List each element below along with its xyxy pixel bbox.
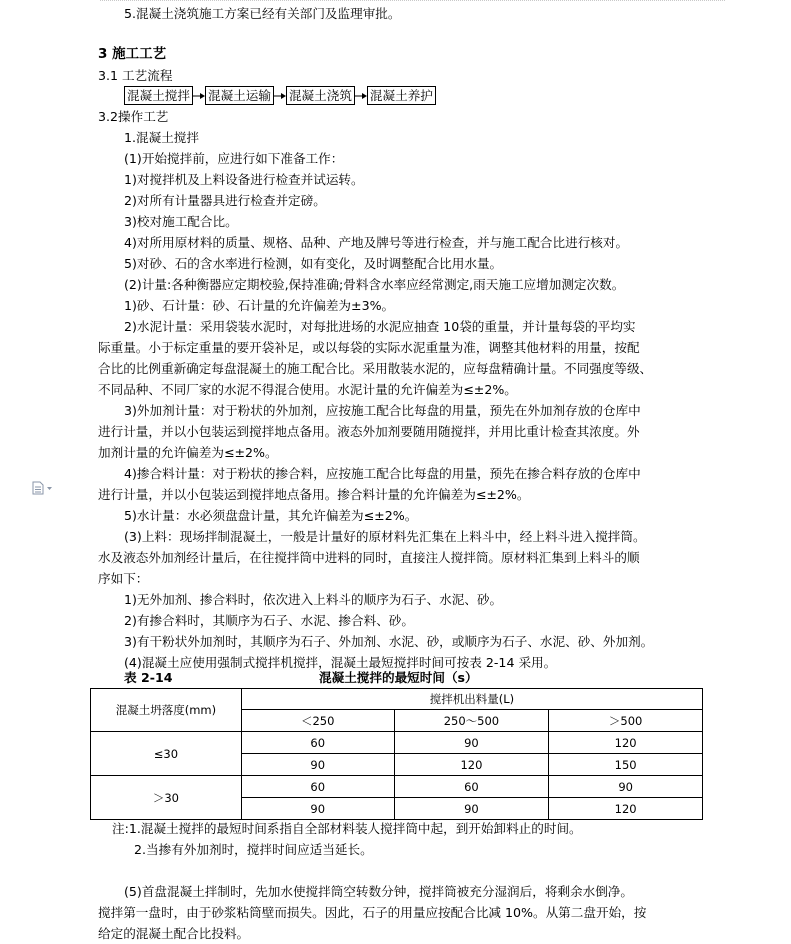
text-line: 3)外加剂计量：对于粉状的外加剂，应按施工配合比每盘的用量，预先在外加剂存放的仓库中	[124, 403, 641, 418]
subsection-heading: 3.1 工艺流程	[98, 68, 173, 83]
mixing-time-table	[90, 688, 703, 820]
text-line: (1)开始搅拌前，应进行如下准备工作：	[124, 151, 344, 166]
text-line: 2)对所有计量器具进行检查并定磅。	[124, 193, 326, 208]
text-line: 进行计量，并以小包装运到搅拌地点备用。掺合料计量的允许偏差为≤±2%。	[98, 487, 530, 502]
table-row	[91, 776, 703, 798]
document-icon[interactable]	[32, 481, 54, 495]
text-line: 际重量。小于标定重量的要开袋补足，或以每袋的实际水泥重量为准，调整其他材料的用量，按配	[98, 340, 640, 355]
table-cell: 90	[241, 754, 394, 776]
process-flow	[124, 86, 436, 105]
text-line: 3)校对施工配合比。	[124, 214, 238, 229]
text-line: 2)有掺合料时，其顺序为石子、水泥、掺合料、砂。	[124, 613, 414, 628]
section-heading: 3 施工工艺	[98, 46, 167, 62]
flow-step-box: 混凝土运输	[205, 86, 274, 105]
text-line: 4)掺合料计量：对于粉状的掺合料，应按施工配合比每盘的用量，预先在掺合料存放的仓库中	[124, 466, 641, 481]
table-header-cell: ＞500	[549, 710, 703, 732]
table-title: 混凝土搅拌的最短时间（s）	[319, 670, 478, 685]
text-line: 水及液态外加剂经计量后，在往搅拌筒中进料的同时，直接注人搅拌筒。原材料汇集到上料斗的顺	[98, 550, 640, 565]
table-cell: ＞30	[91, 776, 242, 820]
table-note: 注:1.混凝土搅拌的最短时间系指自全部材料装人搅拌筒中起，到开始卸料止的时间。	[112, 821, 582, 836]
table-cell: 60	[241, 776, 394, 798]
text-line: 5.混凝土浇筑施工方案已经有关部门及监理审批。	[124, 6, 401, 21]
table-header-cell: 搅拌机出料量(L)	[241, 689, 702, 710]
arrow-right-icon	[355, 91, 367, 101]
text-line: 1)无外加剂、掺合料时，依次进入上料斗的顺序为石子、水泥、砂。	[124, 592, 503, 607]
flow-step-box: 混凝土养护	[367, 86, 436, 105]
arrow-right-icon	[193, 91, 205, 101]
table-cell: 150	[549, 754, 703, 776]
table-row	[91, 732, 703, 754]
table-header-cell: ＜250	[241, 710, 394, 732]
text-line: (3)上料：现场拌制混凝土，一般是计量好的原材料先汇集在上料斗中，经上料斗进入搅拌筒。	[124, 529, 646, 544]
table-cell: 90	[394, 798, 549, 820]
text-line: 不同品种、不同厂家的水泥不得混合使用。水泥计量的允许偏差为≤±2%。	[98, 382, 517, 397]
table-header-cell: 250～500	[394, 710, 549, 732]
text-line: 1)对搅拌机及上料设备进行检查并试运转。	[124, 172, 364, 187]
table-cell: 90	[549, 776, 703, 798]
text-line: 3)有干粉状外加剂时，其顺序为石子、外加剂、水泥、砂，或顺序为石子、水泥、砂、外加剂。	[124, 634, 654, 649]
subsection-heading: 3.2操作工艺	[98, 109, 169, 124]
text-line: 序如下：	[98, 571, 149, 586]
table-cell: 90	[394, 732, 549, 754]
text-line: 4)对所用原材料的质量、规格、品种、产地及牌号等进行检查，并与施工配合比进行核对。	[124, 235, 629, 250]
table-cell: 90	[241, 798, 394, 820]
text-line: 搅拌第一盘时，由于砂浆粘筒壁而损失。因此，石子的用量应按配合比减 10%。从第二盘开始，按	[98, 905, 647, 920]
table-cell: ≤30	[91, 732, 242, 776]
text-line: 1)砂、石计量：砂、石计量的允许偏差为±3%。	[124, 298, 395, 313]
text-line: 给定的混凝土配合比投料。	[98, 926, 250, 941]
table-cell: 60	[241, 732, 394, 754]
table-header-cell: 混凝土坍落度(mm)	[91, 689, 242, 732]
table-note: 2.当掺有外加剂时，搅拌时间应适当延长。	[134, 842, 373, 857]
flow-step-box: 混凝土浇筑	[286, 86, 355, 105]
text-line: 5)对砂、石的含水率进行检测，如有变化，及时调整配合比用水量。	[124, 256, 503, 271]
text-line: 加剂计量的允许偏差为≤±2%。	[98, 445, 278, 460]
table-label: 表 2-14	[124, 670, 173, 685]
text-line: (5)首盘混凝土拌制时，先加水使搅拌筒空转数分钟，搅拌筒被充分湿润后，将剩余水倒净。	[124, 884, 633, 899]
text-line: 进行计量，并以小包装运到搅拌地点备用。液态外加剂要随用随搅拌，并用比重计检查其浓度。外	[98, 424, 640, 439]
flow-step-box: 混凝土搅拌	[124, 86, 193, 105]
table-cell: 120	[394, 754, 549, 776]
text-line: 合比的比例重新确定每盘混凝土的施工配合比。采用散装水泥的，应每盘精确计量。不同强度等级、	[98, 361, 653, 376]
table-cell: 120	[549, 798, 703, 820]
text-line: 2)水泥计量：采用袋装水泥时，对每批进场的水泥应抽查 10袋的重量，并计量每袋的平均实	[124, 319, 636, 334]
table-cell: 120	[549, 732, 703, 754]
arrow-right-icon	[274, 91, 286, 101]
table-cell: 60	[394, 776, 549, 798]
text-line: (4)混凝土应使用强制式搅拌机搅拌，混凝土最短搅拌时间可按表 2-14 采用。	[124, 655, 557, 670]
text-line: 1.混凝土搅拌	[124, 130, 199, 145]
text-line: (2)计量:各种衡器应定期校验,保持准确;骨料含水率应经常测定,雨天施工应增加测定次数。	[124, 277, 625, 292]
page-top-border	[100, 0, 725, 1]
text-line: 5)水计量：水必须盘盘计量，其允许偏差为≤±2%。	[124, 508, 418, 523]
